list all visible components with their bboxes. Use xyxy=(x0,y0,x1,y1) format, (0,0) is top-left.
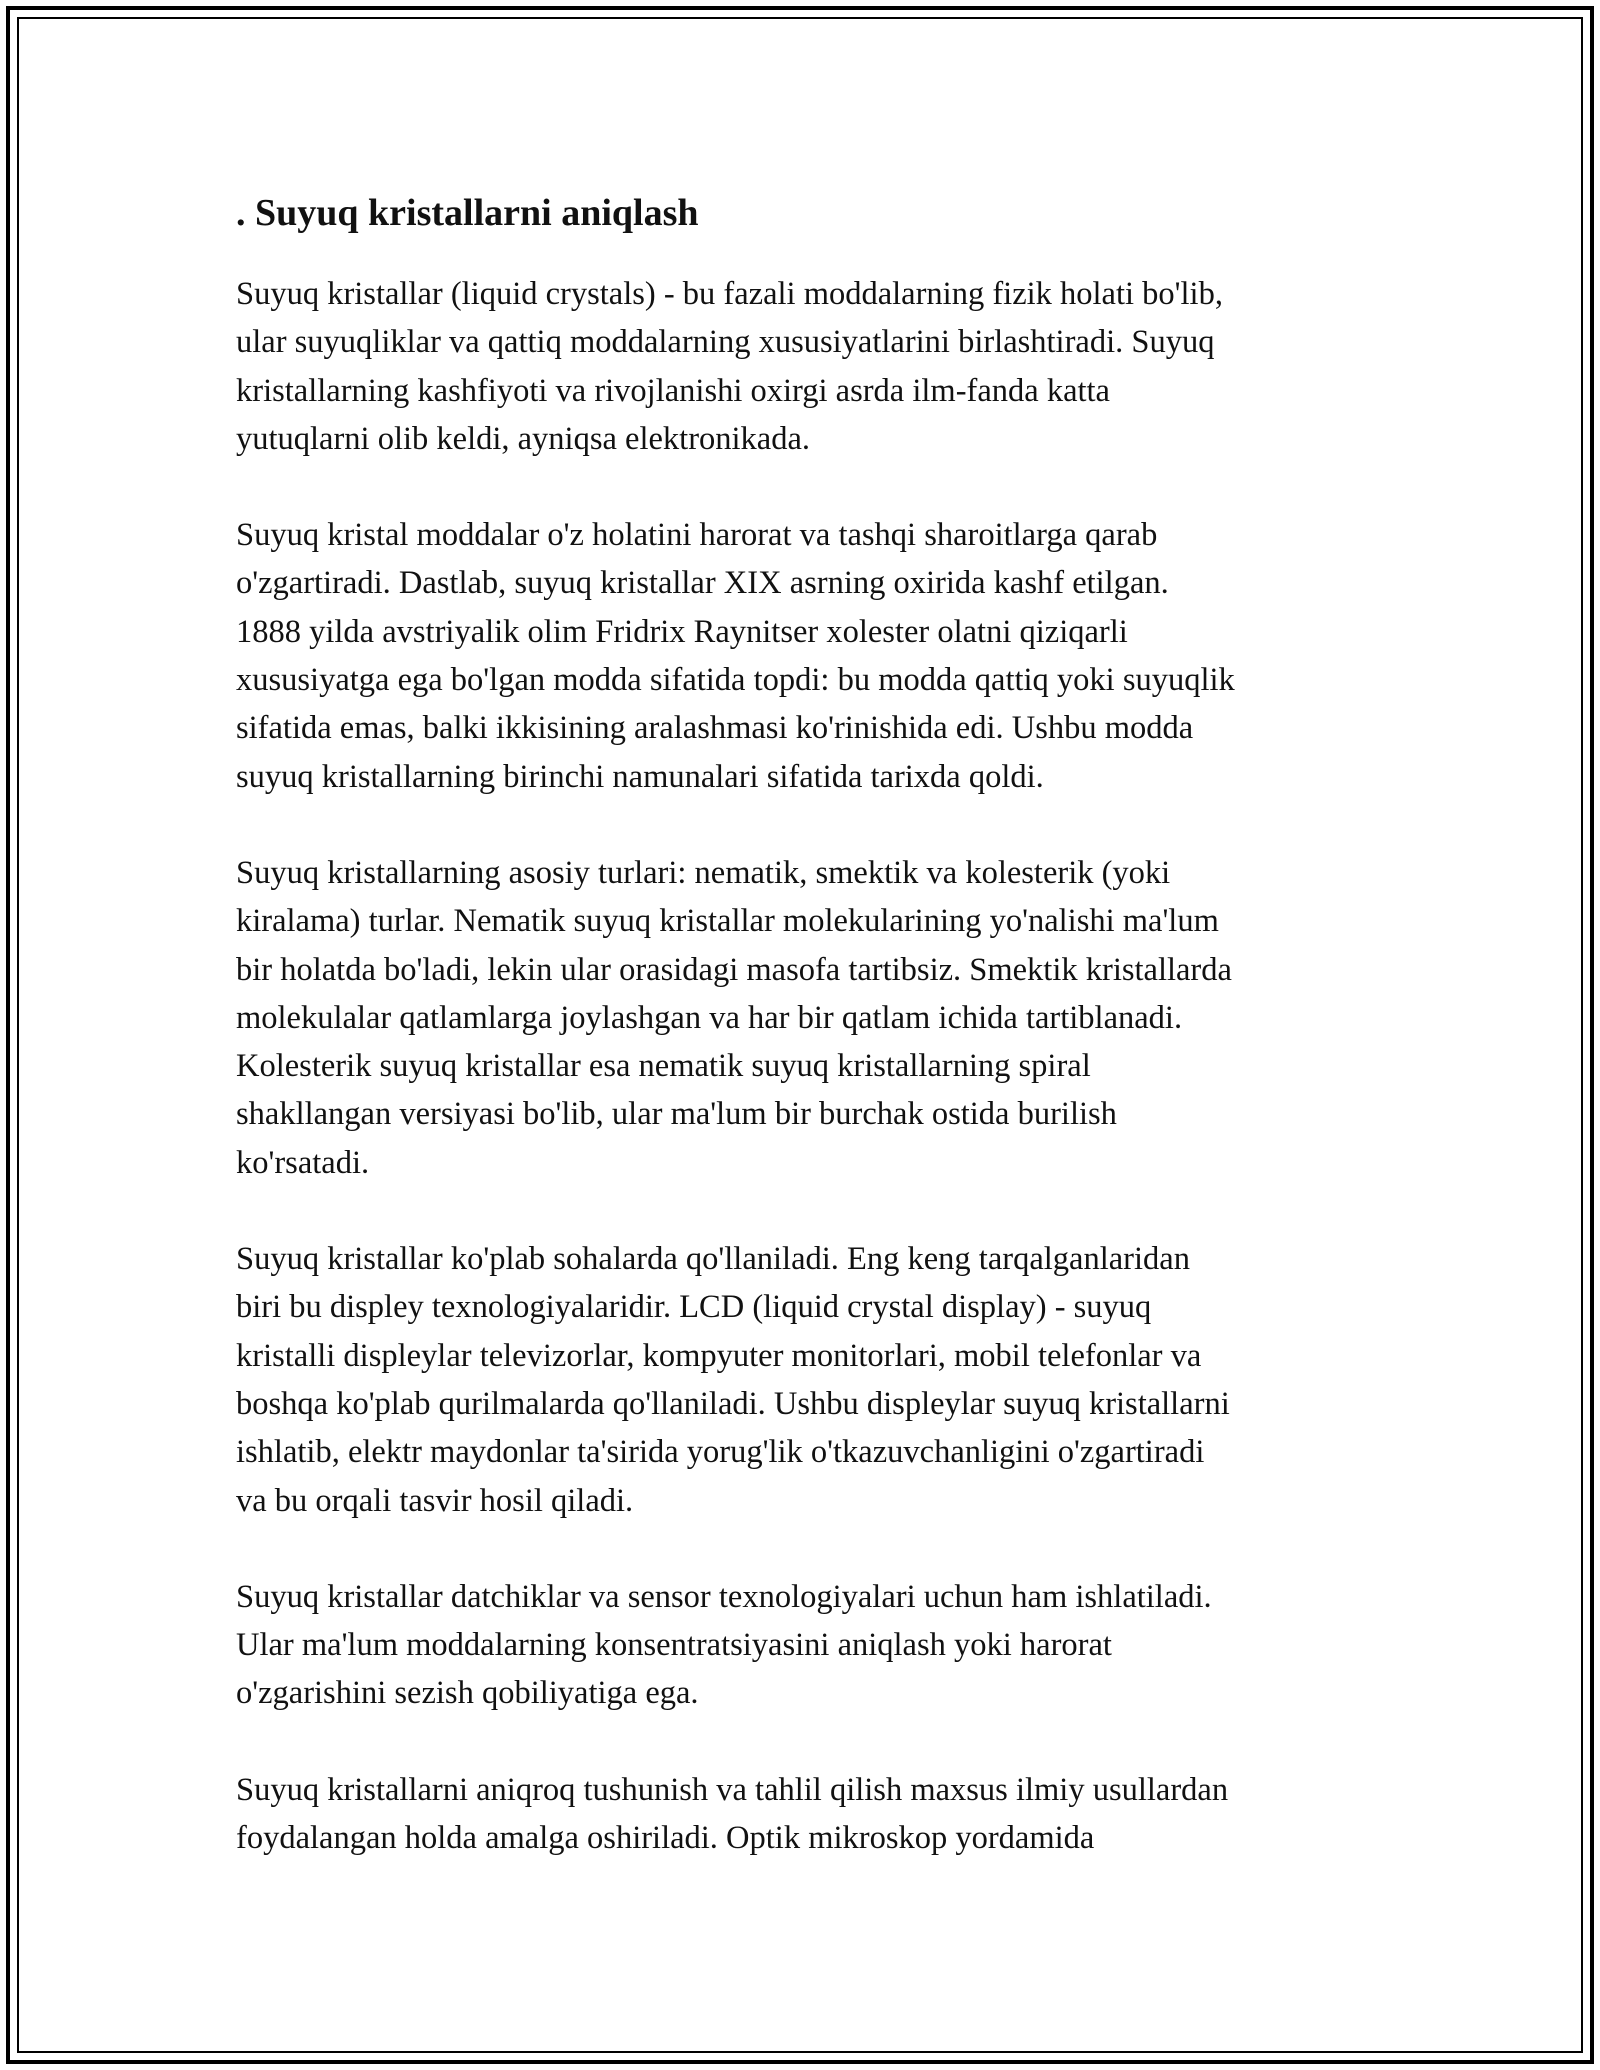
paragraph-6: Suyuq kristallarni aniqroq tushunish va tahlil qilish maxsus ilmiy usullardan foydalangan holda amalga oshiriladi. Optik mikroskop yordamida xyxy=(236,1771,1229,1857)
paragraph-2: Suyuq kristal moddalar o'z holatini harorat va tashqi sharoitlarga qarab o'zgartiradi. Dastlab, suyuq kristallar XIX asrning oxirida kashf etilgan. 1888 yilda avstriyalik olim Fridrix Raynitser xolester olatni qiziqarli xususiyatga ega bo'lgan modda sifatida topdi: bu modda qattiq yoki suyuqlik sifatida emas, balki ikkisining aralashmasi ko'rinishida edi. Ushbu modda suyuq kristallarning birinchi namunalari sifatida tarixda qoldi. xyxy=(236,517,1235,795)
paragraph-3: Suyuq kristallarning asosiy turlari: nematik, smektik va kolesterik (yoki kiralama) turlar. Nematik suyuq kristallar molekularining yo'nalishi ma'lum bir holatda bo'ladi, lekin ular orasidagi masofa tartibsiz. Smektik kristallarda molekulalar qatlamlarga joylashgan va har bir qatlam ichida tartiblanadi. Kolesterik suyuq kristallar esa nematik suyuq kristallarning spiral shakllangan versiyasi bo'lib, ular ma'lum bir burchak ostida burilish ko'rsatadi. xyxy=(236,854,1232,1181)
paragraph-1: Suyuq kristallar (liquid crystals) - bu fazali moddalarning fizik holati bo'lib, ular suyuqliklar va qattiq moddalarning xususiyatlarini birlashtiradi. Suyuq kristallarning kashfiyoti va rivojlanishi oxirgi asrda ilm-fanda katta yutuqlarni olib keldi, ayniqsa elektronikada. xyxy=(236,276,1223,457)
document-body xyxy=(236,186,1386,1910)
paragraph-4: Suyuq kristallar ko'plab sohalarda qo'llaniladi. Eng keng tarqalganlaridan biri bu displey texnologiyalaridir. LCD (liquid crystal display) - suyuq kristalli displeylar televizorlar, kompyuter monitorlari, mobil telefonlar va boshqa ko'plab qurilmalarda qo'llaniladi. Ushbu displeylar suyuq kristallarni ishlatib, elektr maydonlar ta'sirida yorug'lik o'tkazuvchanligini o'zgartiradi va bu orqali tasvir hosil qiladi. xyxy=(236,1241,1230,1519)
page-title: . Suyuq kristallarni aniqlash xyxy=(236,192,699,234)
paragraph-5: Suyuq kristallar datchiklar va sensor texnologiyalari uchun ham ishlatiladi. Ular ma'lum moddalarning konsentratsiyasini aniqlash yoki harorat o'zgarishini sezish qobiliyatiga ega. xyxy=(236,1578,1212,1712)
